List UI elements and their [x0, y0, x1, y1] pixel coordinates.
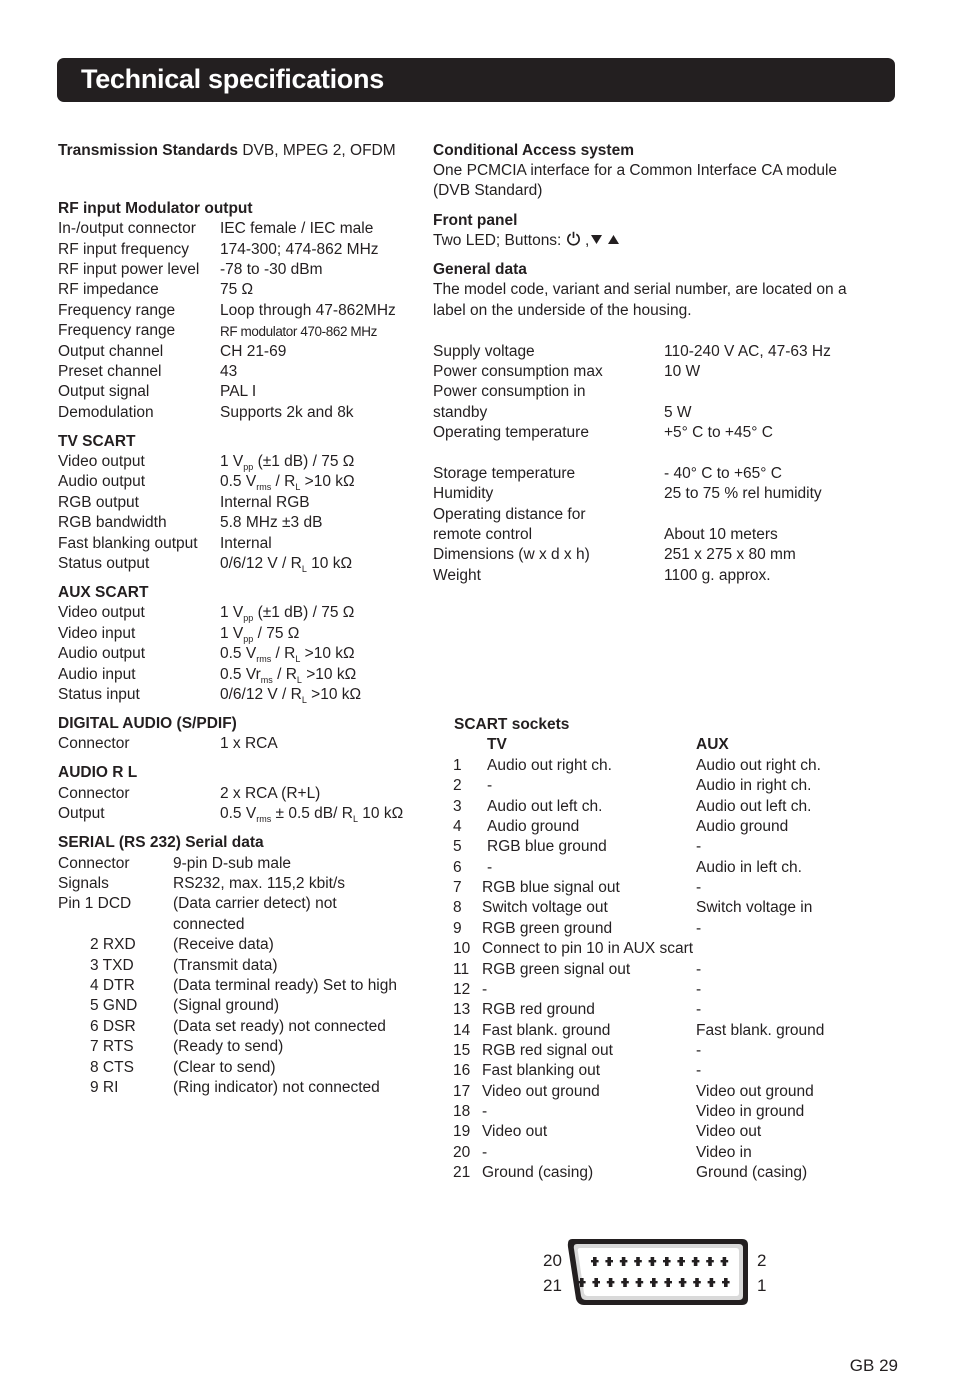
general-row-value: About 10 meters — [664, 526, 778, 543]
aux-scart-value: 0.5 $V_{rms} / R_L >10$ kΩ — [220, 645, 355, 664]
scart-tv-signal: RGB blue signal out — [482, 879, 620, 896]
pin-label: 20 — [543, 1251, 562, 1270]
scart-aux-signal: - — [696, 981, 702, 998]
serial-row-label: 6 DSR — [90, 1018, 136, 1035]
rf-row-label: RF impedance — [58, 281, 159, 298]
scart-pin-number: 11 — [453, 961, 470, 978]
ca-heading: Conditional Access system — [433, 142, 634, 159]
serial-row-value: connected — [173, 916, 245, 933]
rf-row-value: IEC female / IEC male — [220, 220, 374, 237]
tv-scart-value: 0/6/12 V / $R_L$ 10 kΩ — [220, 555, 353, 574]
scart-aux-signal: - — [696, 961, 702, 978]
scart-tv-signal: Switch voltage out — [482, 899, 608, 916]
serial-heading: SERIAL (RS 232) Serial data — [58, 834, 264, 851]
serial-row-value: 9-pin D-sub male — [173, 855, 292, 872]
page-number: GB 29 — [849, 1356, 898, 1375]
serial-row-label: 4 DTR — [90, 977, 135, 994]
rf-row-label: Demodulation — [58, 404, 154, 421]
scart-tv-signal: Fast blanking out — [482, 1062, 601, 1079]
scart-aux-signal: Video out — [696, 1123, 762, 1140]
general-row-value: 110-240 V AC, 47-63 Hz — [664, 343, 831, 360]
general-row-value: 10 W — [664, 363, 701, 380]
aux-scart-heading: AUX SCART — [58, 584, 149, 601]
serial-row-value: RS232, max. 115,2 kbit/s — [173, 875, 346, 892]
scart-tv-signal: - — [482, 981, 488, 998]
aux-scart-label: Video output — [58, 604, 145, 621]
general-row-value: +5° C to +45° C — [664, 424, 773, 441]
transmission-value: DVB, MPEG 2, OFDM — [242, 142, 396, 159]
serial-row-value: (Transmit data) — [173, 957, 278, 974]
scart-tv-signal: Fast blank. ground — [482, 1022, 611, 1039]
audio-rl-value: 2 x RCA (R+L) — [220, 785, 321, 802]
scart-tv-signal: - — [487, 777, 493, 794]
tv-scart-label: RGB output — [58, 494, 139, 511]
general-row-label: Weight — [433, 567, 481, 584]
scart-pin-number: 19 — [453, 1123, 471, 1140]
scart-tv-signal: RGB green ground — [482, 920, 613, 937]
scart-aux-signal: - — [696, 1001, 702, 1018]
general-row-label: Operating temperature — [433, 424, 589, 441]
scart-pin-number: 1 — [453, 757, 462, 774]
rf-row-label: Output signal — [58, 383, 150, 400]
scart-aux-signal: Audio out left ch. — [696, 798, 812, 815]
rf-row-label: In-/output connector — [58, 220, 196, 237]
tv-scart-value: 1 $V_{pp}$ (±1 dB) / 75 Ω — [220, 453, 355, 472]
scart-aux-signal: Video in — [696, 1144, 752, 1161]
general-row-value: 1100 g. approx. — [664, 567, 771, 584]
rf-row-label: Frequency range — [58, 302, 176, 319]
scart-tv-signal: - — [482, 1103, 488, 1120]
scart-aux-signal: Audio in right ch. — [696, 777, 812, 794]
rf-row-value: -78 to -30 dBm — [220, 261, 323, 278]
scart-aux-signal: Fast blank. ground — [696, 1022, 825, 1039]
general-row-label: Storage temperature — [433, 465, 576, 482]
scart-pin-number: 10 — [453, 940, 471, 957]
scart-tv-signal: RGB red signal out — [482, 1042, 613, 1059]
aux-scart-value: 1 $V_{pp} / 75$ Ω — [220, 625, 300, 644]
serial-row-value: (Receive data) — [173, 936, 274, 953]
front-panel-heading: Front panel — [433, 212, 518, 229]
scart-tv-signal: Audio ground — [487, 818, 580, 835]
general-row-value: - 40° C to +65° C — [664, 465, 782, 482]
scart-heading: SCART sockets — [454, 716, 570, 733]
scart-connector-illustration — [566, 1237, 750, 1307]
general-row-label: standby — [433, 404, 488, 421]
scart-pin-number: 18 — [453, 1103, 471, 1120]
tv-scart-heading: TV SCART — [58, 433, 136, 450]
serial-row-label: Connector — [58, 855, 130, 872]
serial-row-value: (Ready to send) — [173, 1038, 284, 1055]
general-text: The model code, variant and serial number, are located on a — [433, 281, 847, 298]
scart-tv-signal: RGB green signal out — [482, 961, 631, 978]
aux-scart-label: Audio output — [58, 645, 146, 662]
serial-row-label: 5 GND — [90, 997, 138, 1014]
serial-row-value: (Ring indicator) not connected — [173, 1079, 380, 1096]
general-row-label: Power consumption in — [433, 383, 586, 400]
rf-row-value: 174-300; 474-862 MHz — [220, 241, 379, 258]
rf-row-label: Output channel — [58, 343, 164, 360]
serial-row-label: Signals — [58, 875, 109, 892]
scart-pin-number: 3 — [453, 798, 462, 815]
front-panel-text: Two LED; Buttons: , — [433, 231, 620, 251]
scart-tv-signal: Video out ground — [482, 1083, 600, 1100]
scart-tv-signal: - — [487, 859, 493, 876]
scart-pin-number: 14 — [453, 1022, 471, 1039]
audio-rl-label: Output — [58, 805, 105, 822]
rf-row-value: Loop through 47-862MHz — [220, 302, 396, 319]
rf-row-label: Frequency range — [58, 322, 176, 339]
scart-tv-header: TV — [487, 736, 507, 753]
power-icon — [566, 231, 581, 246]
general-row-label: Dimensions (w x d x h) — [433, 546, 590, 563]
serial-row-label: 8 CTS — [90, 1059, 134, 1076]
tv-scart-label: Audio output — [58, 473, 146, 490]
aux-scart-value: 0/6/12 $V / R_L >10$ kΩ — [220, 686, 362, 705]
tv-scart-label: Fast blanking output — [58, 535, 198, 552]
scart-aux-header: AUX — [696, 736, 729, 753]
scart-tv-signal: Connect to pin 10 in AUX scart — [482, 940, 694, 957]
transmission-label: Transmission Standards — [58, 142, 239, 159]
arrow-down-icon — [590, 234, 603, 245]
ca-text: (DVB Standard) — [433, 182, 543, 199]
general-row-value: 25 to 75 % rel humidity — [664, 485, 822, 502]
pin-label: 2 — [757, 1251, 767, 1270]
tv-scart-value: Internal — [220, 535, 272, 552]
aux-scart-label: Video input — [58, 625, 136, 642]
general-heading: General data — [433, 261, 527, 278]
general-row-value: 5 W — [664, 404, 692, 421]
serial-row-label: Pin 1 DCD — [58, 895, 132, 912]
rf-row-value: 75 Ω — [220, 281, 254, 298]
scart-pin-number: 17 — [453, 1083, 471, 1100]
transmission-standards — [58, 141, 396, 161]
scart-aux-signal: Video out ground — [696, 1083, 814, 1100]
scart-tv-signal: Audio out left ch. — [487, 798, 603, 815]
scart-tv-signal: Audio out right ch. — [487, 757, 612, 774]
scart-pin-number: 8 — [453, 899, 462, 916]
tv-scart-label: RGB bandwidth — [58, 514, 167, 531]
scart-aux-signal: - — [696, 1062, 702, 1079]
audio-rl-label: Connector — [58, 785, 130, 802]
scart-tv-signal: - — [482, 1144, 488, 1161]
rf-row-value: 43 — [220, 363, 238, 380]
arrow-up-icon — [607, 234, 620, 245]
scart-pin-number: 5 — [453, 838, 462, 855]
scart-aux-signal: - — [696, 838, 702, 855]
rf-row-value: CH 21-69 — [220, 343, 287, 360]
serial-row-value: (Clear to send) — [173, 1059, 276, 1076]
serial-row-value: (Data carrier detect) not — [173, 895, 337, 912]
rf-row-value: Supports 2k and 8k — [220, 404, 354, 421]
rf-row-label: Preset channel — [58, 363, 162, 380]
rf-row-label: RF input power level — [58, 261, 200, 278]
scart-pin-number: 6 — [453, 859, 462, 876]
pin-label: 1 — [757, 1276, 767, 1295]
scart-aux-signal: Audio out right ch. — [696, 757, 821, 774]
scart-pin-number: 9 — [453, 920, 462, 937]
scart-aux-signal: Audio ground — [696, 818, 789, 835]
scart-aux-signal: - — [696, 920, 702, 937]
scart-pin-number: 16 — [453, 1062, 471, 1079]
scart-pin-number: 15 — [453, 1042, 471, 1059]
aux-scart-value: 1 $V_{pp}$ (±1 dB) / 75 Ω — [220, 604, 355, 623]
scart-pin-number: 20 — [453, 1144, 471, 1161]
serial-row-label: 9 RI — [90, 1079, 119, 1096]
scart-pin-number: 4 — [453, 818, 462, 835]
general-row-value: 251 x 275 x 80 mm — [664, 546, 796, 563]
audio-rl-heading: AUDIO R L — [58, 764, 138, 781]
general-row-label: Supply voltage — [433, 343, 535, 360]
aux-scart-label: Audio input — [58, 666, 136, 683]
general-row-label: Operating distance for — [433, 506, 586, 523]
rf-row-value: PAL I — [220, 383, 257, 400]
scart-aux-signal: Audio in left ch. — [696, 859, 802, 876]
general-row-label: remote control — [433, 526, 533, 543]
tv-scart-label: Video output — [58, 453, 145, 470]
scart-tv-signal: Ground (casing) — [482, 1164, 594, 1181]
serial-row-label: 7 RTS — [90, 1038, 134, 1055]
tv-scart-label: Status output — [58, 555, 150, 572]
serial-row-label: 3 TXD — [90, 957, 134, 974]
digital-audio-heading: DIGITAL AUDIO (S/PDIF) — [58, 715, 237, 732]
aux-scart-value: 0.5 $Vr_{ms} / R_L >10$ kΩ — [220, 666, 357, 685]
tv-scart-value: 0.5 $V_{rms} / R_L >10$ kΩ — [220, 473, 355, 492]
audio-rl-value: 0.5 $V_{rms} \pm 0.5$ dB/ $R_L$ 10 kΩ — [220, 805, 404, 824]
aux-scart-label: Status input — [58, 686, 140, 703]
general-row-label: Humidity — [433, 485, 494, 502]
scart-tv-signal: RGB blue ground — [487, 838, 607, 855]
scart-pin-number: 21 — [453, 1164, 471, 1181]
scart-tv-signal: Video out — [482, 1123, 548, 1140]
serial-row-value: (Signal ground) — [173, 997, 279, 1014]
serial-row-label: 2 RXD — [90, 936, 136, 953]
title-banner — [57, 58, 895, 102]
scart-pin-number: 2 — [453, 777, 462, 794]
scart-aux-signal: - — [696, 1042, 702, 1059]
pin-label: 21 — [543, 1276, 562, 1295]
general-text: label on the underside of the housing. — [433, 302, 692, 319]
rf-row-value: RF modulator 470-862 MHz — [220, 324, 377, 339]
ca-text: One PCMCIA interface for a Common Interface CA module — [433, 162, 838, 179]
general-row-label: Power consumption max — [433, 363, 603, 380]
scart-aux-signal: Switch voltage in — [696, 899, 813, 916]
scart-aux-signal: - — [696, 879, 702, 896]
scart-aux-signal: Ground (casing) — [696, 1164, 808, 1181]
page-title: Technical specifications — [81, 64, 384, 94]
rf-row-label: RF input frequency — [58, 241, 189, 258]
scart-pin-number: 7 — [453, 879, 462, 896]
scart-aux-signal: Video in ground — [696, 1103, 805, 1120]
tv-scart-value: 5.8 MHz ±3 dB — [220, 514, 323, 531]
digital-audio-label: Connector — [58, 735, 130, 752]
rf-heading: RF input Modulator output — [58, 200, 253, 217]
scart-tv-signal: RGB red ground — [482, 1001, 595, 1018]
scart-pin-number: 12 — [453, 981, 471, 998]
scart-pin-number: 13 — [453, 1001, 471, 1018]
tv-scart-value: Internal RGB — [220, 494, 310, 511]
digital-audio-value: 1 x RCA — [220, 735, 278, 752]
serial-row-value: (Data terminal ready) Set to high — [173, 977, 397, 994]
serial-row-value: (Data set ready) not connected — [173, 1018, 386, 1035]
